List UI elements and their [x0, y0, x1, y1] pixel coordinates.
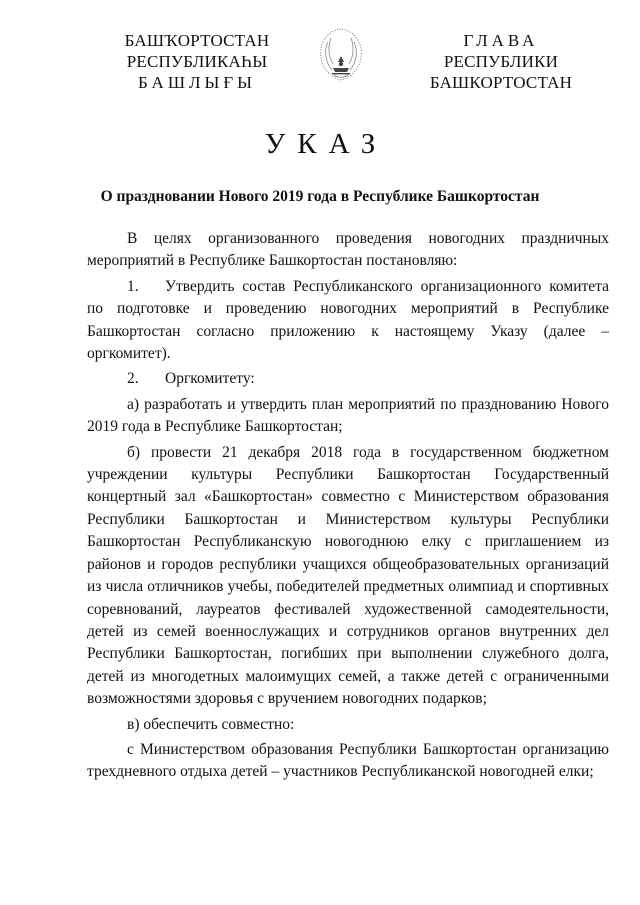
paragraph-1-number: 1.	[127, 277, 139, 295]
header-right-line-1: ГЛАВА	[463, 31, 539, 50]
paragraph-intro: В целях организованного проведения новогодних праздничных мероприятий в Республике Башкортостан постановляю:	[87, 230, 609, 270]
header-left-line-1: БАШҠОРТОСТАН	[124, 31, 270, 50]
paragraph-2b: б) провести 21 декабря 2018 года в государственном бюджетном учреждении культуры Республики Башкортостан Государственный концертный зал «Башкортостан» совместно с Министерством образования Республики Башкортостан и Министерством культуры Республики Башкортостан Республиканскую новогоднюю елку с приглашением из районов и городов республики учащихся общеобразовательных организаций из числа отличников учебы, победителей предметных олимпиад и спортивных соревнований, лауреатов фестивалей художественной самодеятельности, детей из семей военнослужащих и сотрудников органов внутренних дел Республики Башкортостан, погибших при выполнении служебного долга, детей из многодетных малоимущих семей, а также детей с ограниченными возможностями здоровья с вручением новогодних подарков;	[87, 443, 609, 708]
paragraph-2v: в) обеспечить совместно:	[127, 715, 295, 733]
paragraph-1-text: Утвердить состав Республиканского организационного комитета по подготовке и проведению новогодних мероприятий в Республике Башкортостан согласно приложению к настоящему Указу (далее – оргкомитет).	[87, 277, 609, 363]
decree-body	[87, 228, 609, 784]
paragraph-2v-1: с Министерством образования Республики Башкортостан организацию трехдневного отдыха детей – участников Республиканской новогодней елки;	[87, 740, 609, 781]
paragraph-2-text: Оргкомитету:	[165, 370, 255, 388]
decree-title: УКАЗ	[264, 128, 388, 160]
header-left-line-2: РЕСПУБЛИКАҺЫ	[126, 52, 268, 71]
header-russian	[416, 30, 586, 93]
coat-of-arms-icon	[314, 26, 368, 82]
paragraph-1	[87, 276, 609, 366]
header-right-line-2: РЕСПУБЛИКИ	[443, 52, 559, 71]
paragraph-2a: а) разработать и утвердить план мероприятий по празднованию Нового 2019 года в Республике Башкортостан;	[87, 395, 609, 436]
paragraph-2-number: 2.	[127, 370, 139, 388]
header-right-line-3: БАШКОРТОСТАН	[429, 73, 573, 92]
paragraph-2	[87, 368, 609, 390]
header-left-line-3: БАШЛЫҒЫ	[138, 73, 256, 92]
header-bashkir	[102, 30, 292, 93]
decree-subtitle: О праздновании Нового 2019 года в Республике Башкортостан	[100, 188, 540, 205]
